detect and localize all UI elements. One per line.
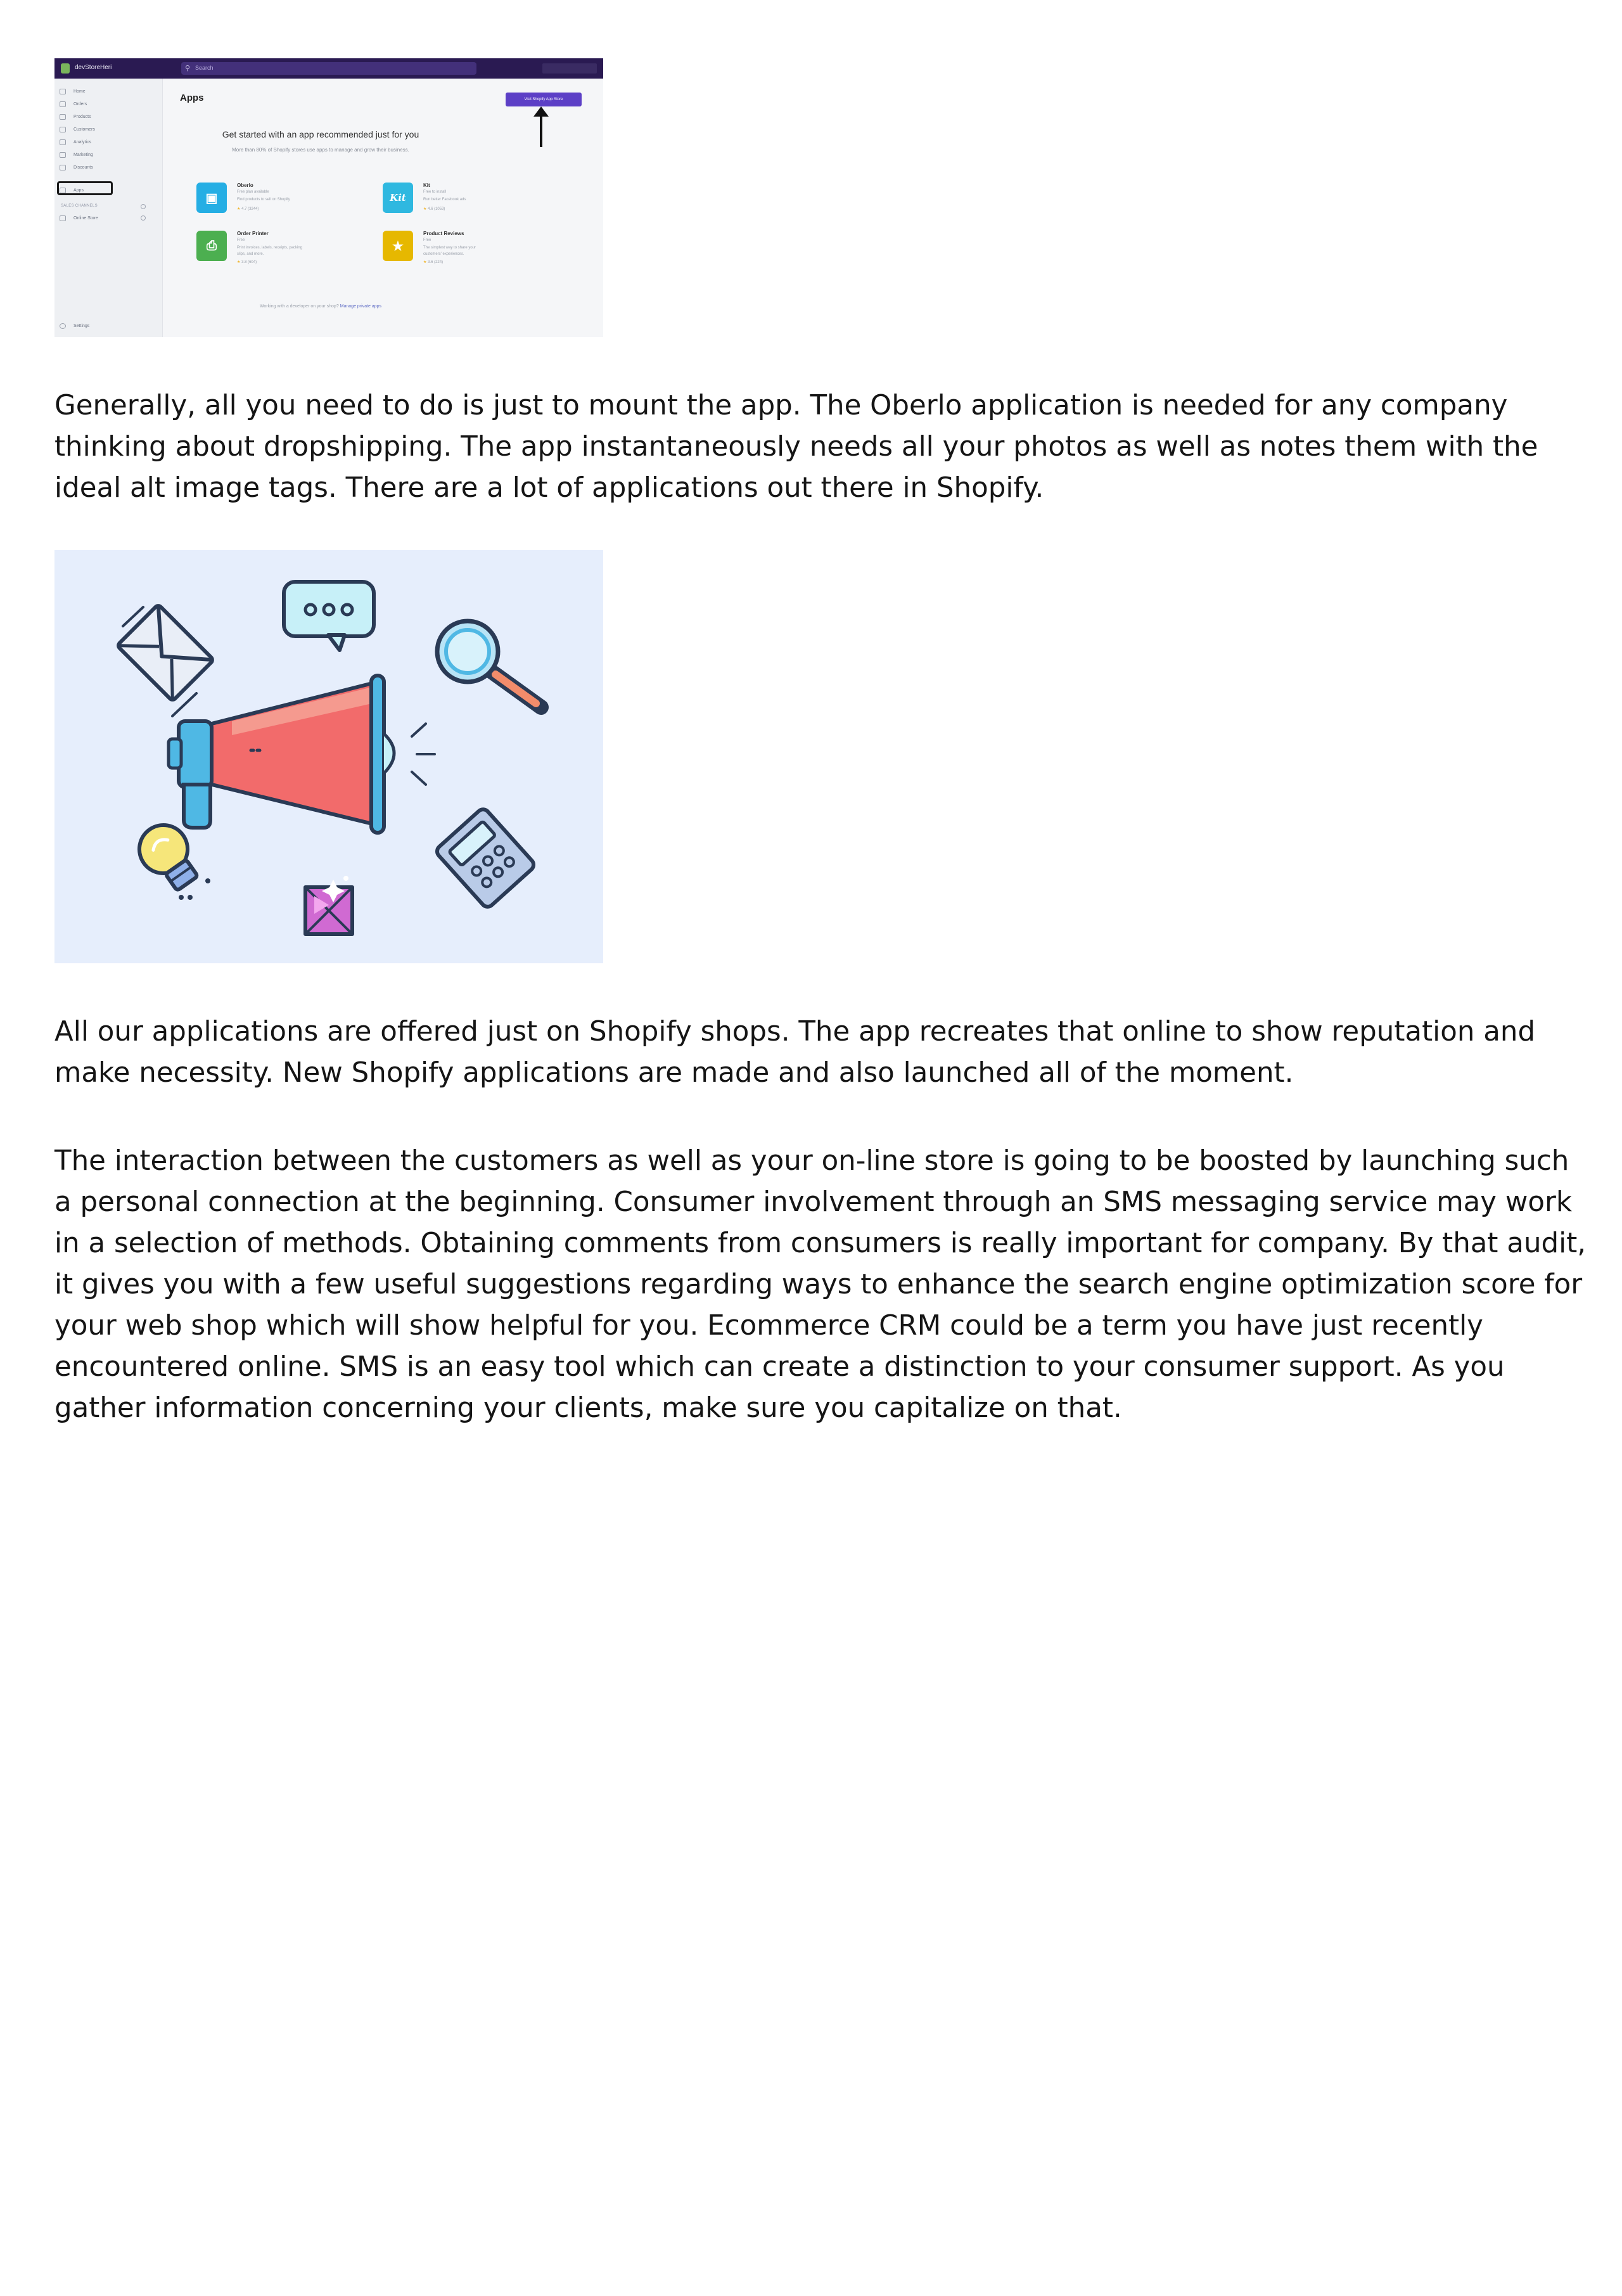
tag-icon — [60, 114, 66, 120]
recommend-title: Get started with an app recommended just for you — [222, 129, 419, 139]
admin-sidebar — [54, 79, 163, 337]
sidebar-item-settings[interactable] — [60, 321, 155, 331]
app-pricing: Free to install — [423, 190, 447, 194]
private-apps-note — [181, 304, 460, 309]
marketing-icon — [60, 152, 66, 158]
app-rating — [237, 260, 257, 264]
add-channel-icon[interactable] — [141, 204, 146, 209]
paragraph-3: The interaction between the customers as well as your on-line store is going to be boosted by launching such a personal connection at the beginning. Consumer involvement through an SMS messaging service may work in a selection of methods. Obtaining comments from consumers is really important for company. By that audit, it gives you with a few useful suggestions regarding ways to enhance the search engine optimization score for your web shop which will show helpful for you. Ecommerce CRM could be a term you have just recently encountered online. SMS is an easy tool which can create a distinction to your consumer support. As you gather information concerning your clients, make sure you capitalize on that. — [54, 1145, 1587, 1424]
app-name: Product Reviews — [423, 231, 464, 236]
store-name: devStoreHeri — [75, 64, 112, 71]
app-name: Order Printer — [237, 231, 269, 236]
app-description: The simplest way to share your — [423, 246, 476, 250]
sidebar-item-label: Customers — [73, 127, 95, 132]
app-description: Find products to sell on Shopify — [237, 198, 290, 202]
visit-app-store-button[interactable]: Visit Shopify App Store — [506, 93, 582, 106]
sidebar-item-marketing[interactable] — [60, 150, 155, 160]
sparkle-dot — [179, 895, 184, 900]
star-icon: ★ — [237, 207, 241, 211]
app-pricing: Free plan available — [237, 190, 269, 194]
search-placeholder: Search — [195, 65, 214, 71]
app-rating — [237, 207, 259, 211]
person-icon — [60, 127, 66, 132]
app-card-order-printer[interactable] — [196, 231, 336, 281]
app-card-product-reviews[interactable] — [383, 231, 522, 281]
view-store-icon[interactable] — [141, 215, 146, 221]
marketing-illustration — [54, 550, 603, 963]
printer-icon: ⎙ — [196, 231, 227, 261]
paragraph-2: All our applications are offered just on Shopify shops. The app recreates that online to show reputation and make necessity. New Shopify applications are made and also launched all of the moment. — [54, 1016, 1536, 1089]
paragraph-1: Generally, all you need to do is just to mount the app. The Oberlo application is needed for any company thinking about dropshipping. The app instantaneously needs all your photos as well as notes them with the ideal alt image tags. There are a lot of applications out there in Shopify. — [54, 390, 1538, 504]
sparkle-dot — [188, 895, 193, 900]
gear-icon — [60, 323, 66, 329]
sparkle-dot — [205, 878, 210, 883]
star-icon: ★ — [237, 260, 241, 264]
app-pricing: Free — [423, 238, 431, 242]
kit-icon: Kit — [383, 183, 413, 213]
sidebar-item-label: Apps — [73, 188, 84, 193]
account-menu[interactable] — [542, 63, 597, 74]
sidebar-item-customers[interactable] — [60, 124, 155, 134]
star-icon: ★ — [423, 260, 427, 264]
app-rating-value: 4.6 (1053) — [428, 207, 445, 211]
arrow-shaft — [540, 112, 542, 147]
app-description-2: slips, and more. — [237, 252, 264, 256]
app-rating — [423, 207, 445, 211]
search-icon: ⚲ — [185, 65, 191, 72]
store-icon — [60, 215, 66, 221]
private-apps-text: Working with a developer on your shop? — [259, 304, 339, 309]
recommend-subtitle: More than 80% of Shopify stores use apps to manage and grow their business. — [232, 147, 409, 153]
app-card-oberlo[interactable] — [196, 183, 336, 233]
sidebar-item-products[interactable] — [60, 112, 155, 122]
app-rating-value: 3.6 (224) — [428, 260, 444, 264]
sidebar-item-label: Discounts — [73, 165, 93, 170]
page-title: Apps — [180, 93, 204, 103]
sidebar-item-analytics[interactable] — [60, 137, 155, 147]
sidebar-item-label: Marketing — [73, 152, 93, 157]
sidebar-item-label: Settings — [73, 323, 90, 328]
sidebar-item-label: Analytics — [73, 139, 92, 144]
star-icon: ★ — [383, 231, 413, 261]
app-name: Kit — [423, 183, 430, 188]
chart-icon — [60, 139, 66, 145]
oberlo-icon: ▣ — [196, 183, 227, 213]
app-description-2: customers' experiences. — [423, 252, 464, 256]
app-description: Print invoices, labels, receipts, packing — [237, 246, 303, 250]
app-rating — [423, 260, 443, 264]
app-rating-value: 3.8 (604) — [241, 260, 257, 264]
discount-icon — [60, 165, 66, 170]
app-card-kit[interactable] — [383, 183, 522, 233]
sales-channels-label: SALES CHANNELS — [61, 204, 98, 208]
shopify-apps-screenshot — [54, 58, 603, 337]
shopify-logo-icon — [61, 63, 70, 74]
app-rating-value: 4.7 (3244) — [241, 207, 259, 211]
search-bar[interactable] — [181, 62, 476, 75]
manage-private-apps-link[interactable]: Manage private apps — [340, 304, 382, 309]
sidebar-item-label: Home — [73, 89, 86, 94]
sidebar-item-label: Online Store — [73, 215, 98, 221]
sidebar-item-orders[interactable] — [60, 99, 155, 109]
admin-topbar — [54, 58, 603, 79]
home-icon — [60, 89, 66, 94]
apps-highlight-box — [57, 181, 113, 195]
app-pricing: Free — [237, 238, 245, 242]
star-icon: ★ — [423, 207, 427, 211]
sidebar-item-label: Orders — [73, 101, 87, 106]
sidebar-item-home[interactable] — [60, 86, 155, 96]
illustration-canvas — [54, 550, 603, 963]
sidebar-item-label: Products — [73, 114, 91, 119]
sidebar-item-discounts[interactable] — [60, 162, 155, 172]
app-name: Oberlo — [237, 183, 253, 188]
orders-icon — [60, 101, 66, 107]
app-description: Run better Facebook ads — [423, 198, 466, 202]
